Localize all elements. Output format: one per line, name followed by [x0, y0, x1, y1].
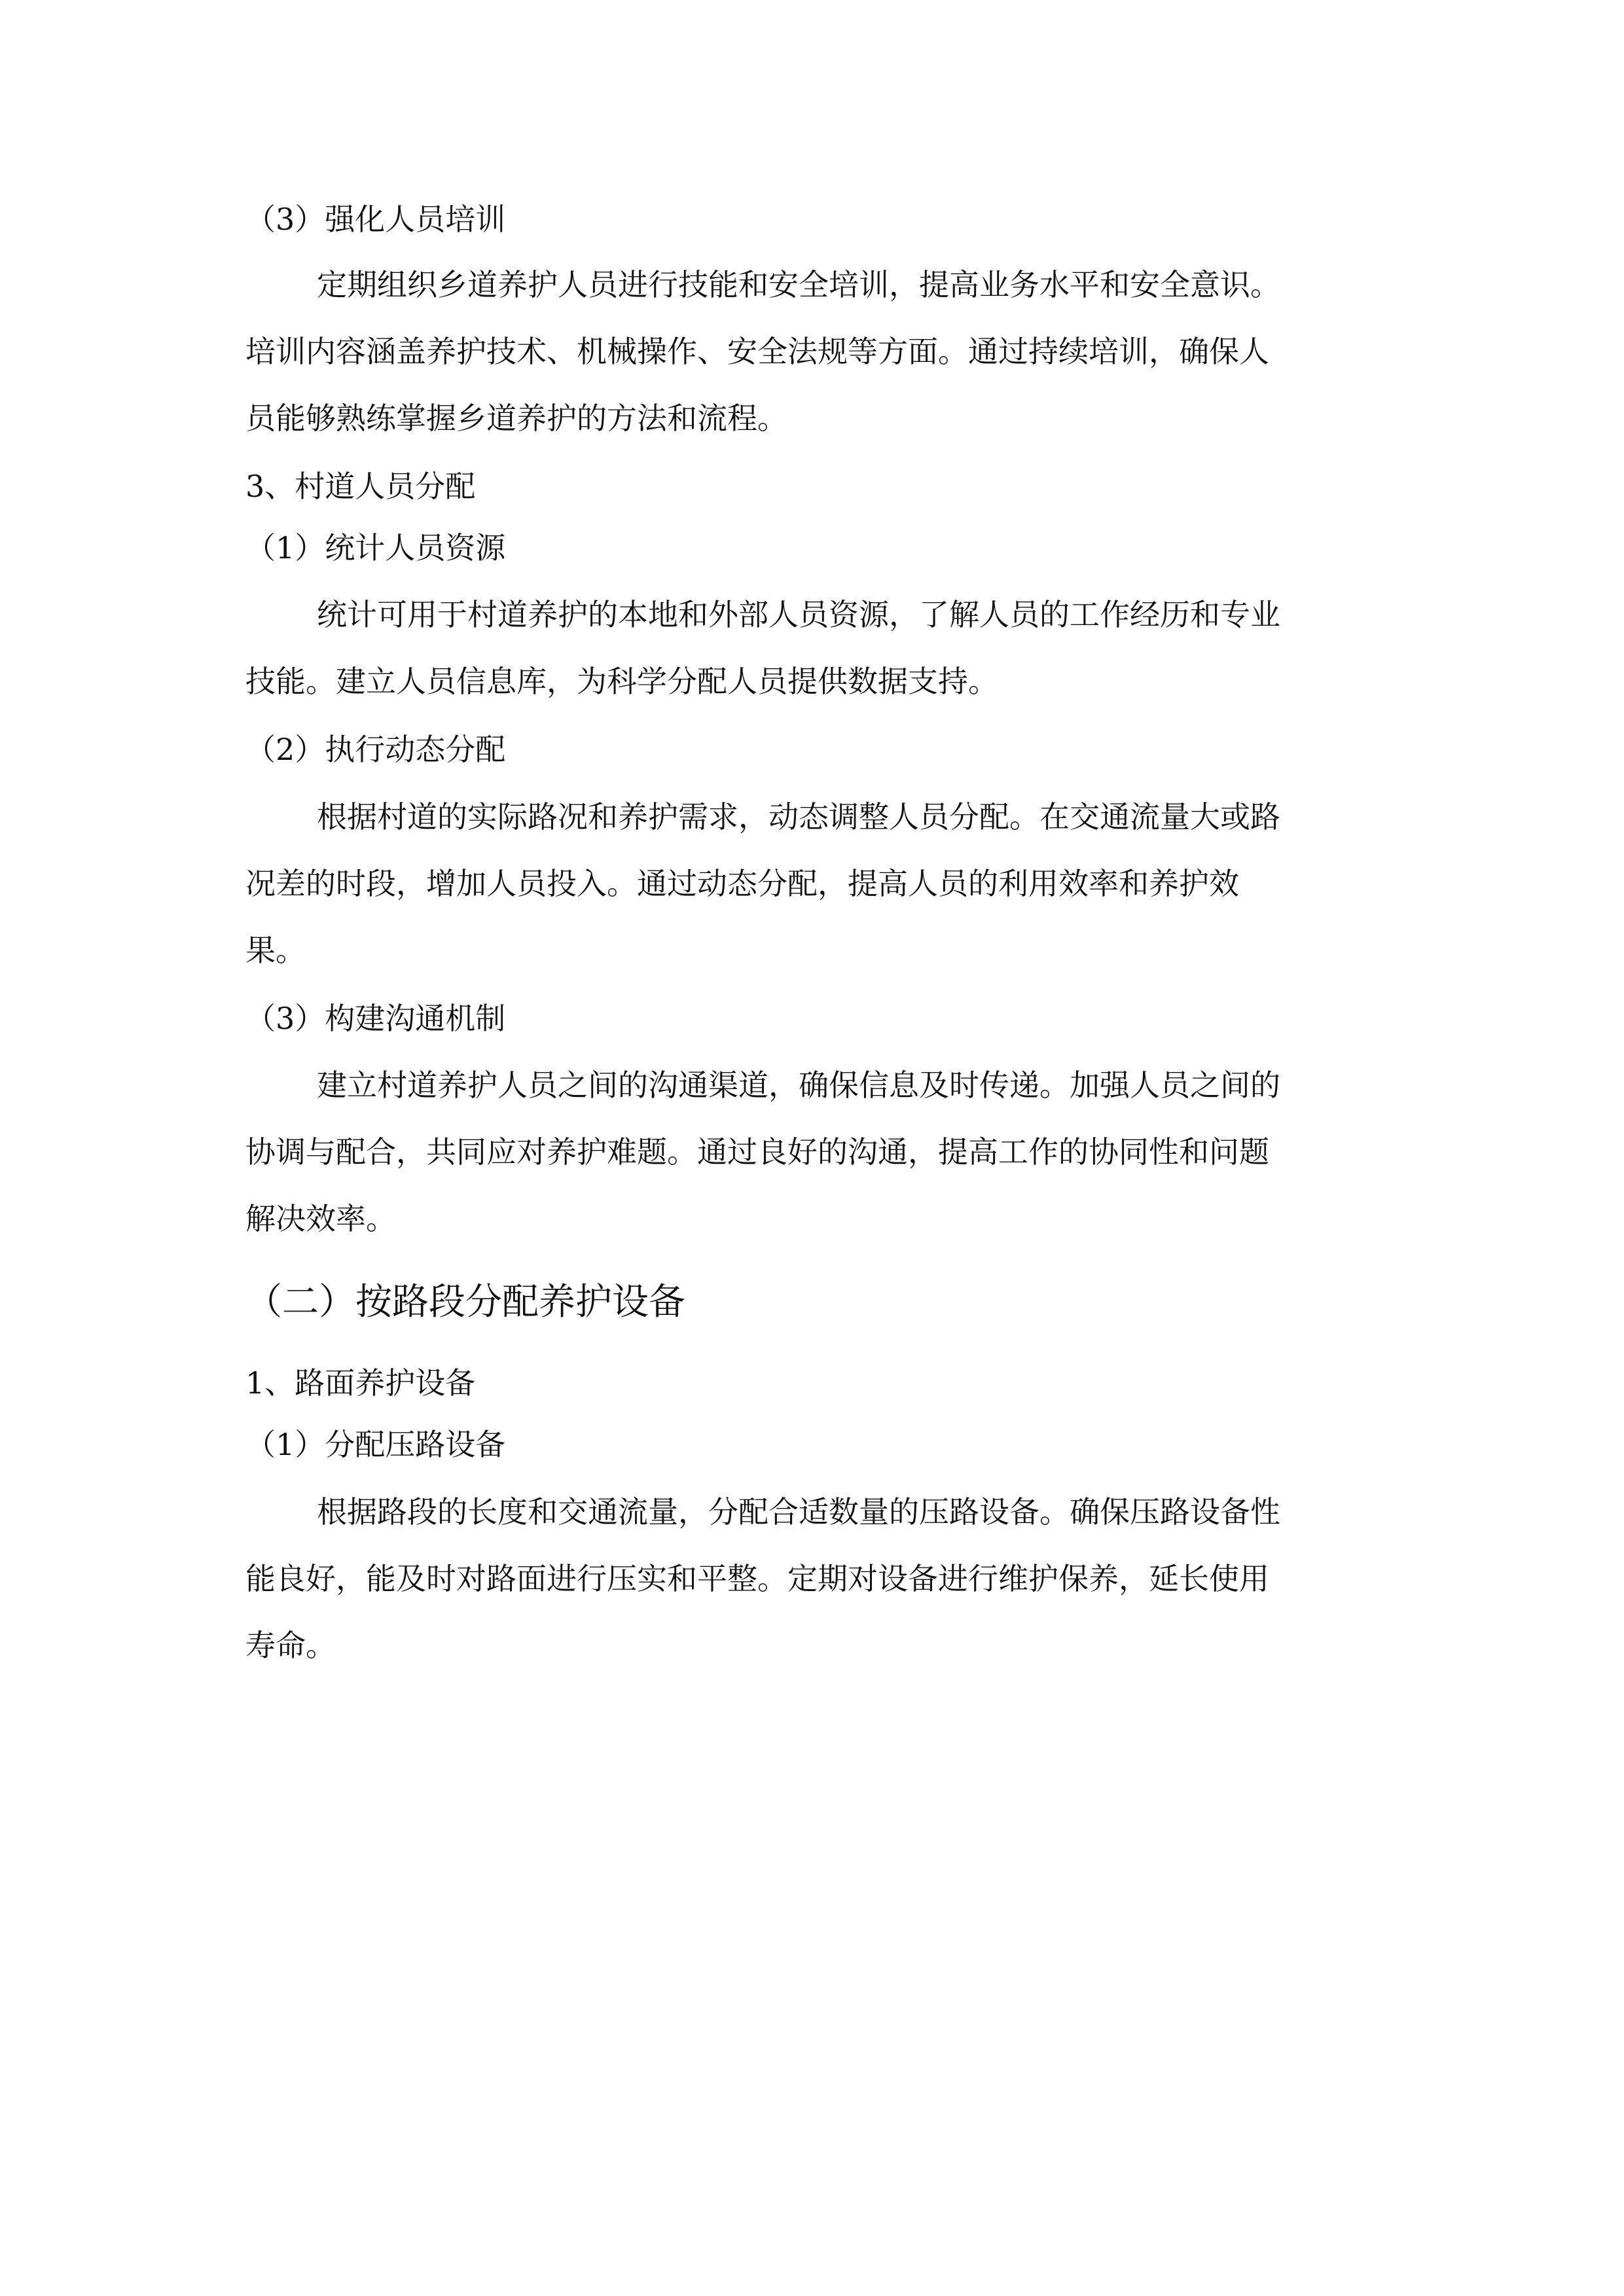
- paragraph-line: 员能够熟练掌握乡道养护的方法和流程。: [245, 401, 787, 436]
- paragraph-line: 定期组织乡道养护人员进行技能和安全培训，提高业务水平和安全意识。: [317, 267, 1280, 302]
- subsection-heading: （2）执行动态分配: [245, 732, 506, 767]
- paragraph-line: 解决效率。: [245, 1201, 396, 1236]
- paragraph-line: 统计可用于村道养护的本地和外部人员资源，了解人员的工作经历和专业: [317, 597, 1280, 632]
- chapter-heading: （二）按路段分配养护设备: [245, 1281, 685, 1323]
- paragraph-line: 寿命。: [245, 1628, 336, 1663]
- paragraph-line: 果。: [245, 933, 306, 968]
- paragraph-line: 技能。建立人员信息库，为科学分配人员提供数据支持。: [245, 664, 998, 699]
- subsection-heading: （3）强化人员培训: [245, 202, 506, 237]
- section-heading: 3、村道人员分配: [245, 469, 476, 504]
- paragraph-line: 根据路段的长度和交通流量，分配合适数量的压路设备。确保压路设备性: [317, 1494, 1280, 1530]
- subsection-heading: （1）统计人员资源: [245, 530, 506, 565]
- paragraph-line: 况差的时段，增加人员投入。通过动态分配，提高人员的利用效率和养护效: [245, 866, 1239, 901]
- paragraph-line: 根据村道的实际路况和养护需求，动态调整人员分配。在交通流量大或路: [317, 799, 1280, 834]
- section-heading: 1、路面养护设备: [245, 1365, 476, 1401]
- paragraph-line: 协调与配合，共同应对养护难题。通过良好的沟通，提高工作的协同性和问题: [245, 1134, 1269, 1170]
- paragraph-line: 培训内容涵盖养护技术、机械操作、安全法规等方面。通过持续培训，确保人: [245, 334, 1269, 369]
- paragraph-line: 建立村道养护人员之间的沟通渠道，确保信息及时传递。加强人员之间的: [317, 1067, 1280, 1103]
- subsection-heading: （3）构建沟通机制: [245, 1001, 506, 1036]
- paragraph-line: 能良好，能及时对路面进行压实和平整。定期对设备进行维护保养，延长使用: [245, 1561, 1269, 1596]
- subsection-heading: （1）分配压路设备: [245, 1427, 506, 1462]
